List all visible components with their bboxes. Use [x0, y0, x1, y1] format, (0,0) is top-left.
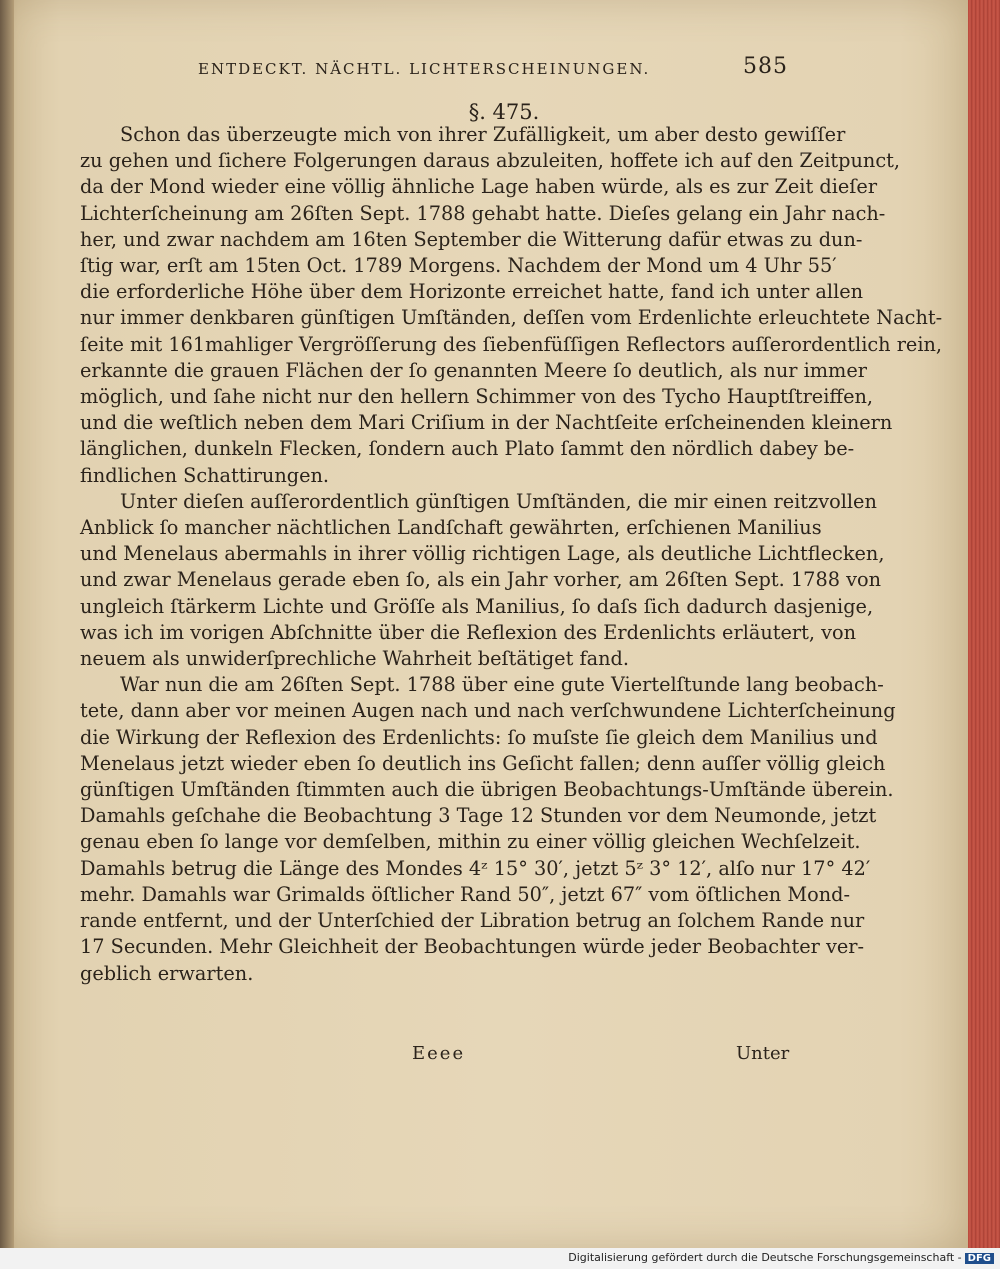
text-line: geblich erwarten.: [80, 961, 254, 985]
text-line: Damahls betrug die Länge des Mondes 4ᶻ 15° 30′, jetzt 5ᶻ 3° 12′, alſo nur 17° 42′: [80, 856, 871, 880]
text-line: was ich im vorigen Abſchnitte über die Reflexion des Erdenlichts erläutert, von: [80, 620, 857, 644]
text-line: 17 Secunden. Mehr Gleichheit der Beobachtungen würde jeder Beobachter ver-: [80, 935, 865, 959]
dfg-logo: DFG: [965, 1253, 994, 1264]
text-line: Damahls geſchahe die Beobachtung 3 Tage 12 Stunden vor dem Neumonde, jetzt: [80, 804, 877, 828]
text-line: und Menelaus abermahls in ihrer völlig richtigen Lage, als deutliche Lichtflecken,: [80, 542, 885, 566]
text-line: und die weſtlich neben dem Mari Criſium in der Nachtſeite erſcheinenden kleinern: [80, 411, 893, 435]
text-line: Menelaus jetzt wieder eben ſo deutlich ins Geſicht fallen; denn auſſer völlig gleich: [80, 751, 886, 775]
text-line: genau eben ſo lange vor demſelben, mithin zu einer völlig gleichen Wechſelzeit.: [80, 830, 861, 854]
text-line: her, und zwar nachdem am 16ten September die Witterung dafür etwas zu dun-: [80, 227, 863, 251]
body-text: [80, 122, 943, 987]
text-line: erkannte die grauen Flächen der ſo genannten Meere ſo deutlich, als nur immer: [80, 358, 867, 382]
text-line: Unter dieſen auſſerordentlich günſtigen Umſtänden, die mir einen reitzvollen: [120, 489, 877, 513]
catchword: Unter: [736, 1043, 790, 1064]
text-line: die erforderliche Höhe über dem Horizonte erreichet hatte, fand ich unter allen: [80, 280, 864, 304]
text-line: nur immer denkbaren günſtigen Umſtänden, deſſen vom Erdenlichte erleuchtete Nacht-: [80, 306, 943, 330]
text-line: tete, dann aber vor meinen Augen nach und nach verſchwundene Lichterſcheinung: [80, 699, 896, 723]
digitization-credit: [568, 1251, 994, 1264]
text-line: da der Mond wieder eine völlig ähnliche Lage haben würde, als es zur Zeit dieſer: [80, 175, 878, 199]
running-title: ENTDECKT. NÄCHTL. LICHTERSCHEINUNGEN.: [198, 60, 651, 78]
text-line: und zwar Menelaus gerade eben ſo, als ein Jahr vorher, am 26ſten Sept. 1788 von: [80, 568, 882, 592]
text-line: möglich, und ſahe nicht nur den hellern Schimmer von des Tycho Hauptſtreiffen,: [80, 385, 874, 409]
text-line: die Wirkung der Reflexion des Erdenlichts: ſo muſste ſie gleich dem Manilius und: [80, 725, 878, 749]
text-line: zu gehen und ſichere Folgerungen daraus abzuleiten, hoffete ich auf den Zeitpunct,: [80, 149, 901, 173]
text-line: Schon das überzeugte mich von ihrer Zufälligkeit, um aber desto gewiſſer: [120, 123, 846, 146]
text-line: günſtigen Umſtänden ſtimmten auch die übrigen Beobachtungs-Umſtände überein.: [80, 778, 894, 802]
text-line: länglichen, dunkeln Flecken, ſondern auch Plato ſammt den nördlich dabey be-: [80, 437, 855, 461]
credit-text: Digitalisierung gefördert durch die Deutsche Forschungsgemeinschaft -: [568, 1251, 962, 1264]
page-edge: [968, 0, 1000, 1248]
text-line: findlichen Schattirungen.: [80, 463, 330, 487]
page-number: 585: [743, 54, 788, 79]
text-line: ungleich ſtärkerm Lichte und Gröſſe als Manilius, ſo daſs ſich dadurch dasjenige,: [80, 594, 874, 618]
text-line: mehr. Damahls war Grimalds öſtlicher Rand 50″, jetzt 67″ vom öſtlichen Mond-: [80, 882, 850, 906]
text-line: neuem als unwiderſprechliche Wahrheit beſtätiget fand.: [80, 647, 629, 671]
text-line: War nun die am 26ſten Sept. 1788 über eine gute Viertelſtunde lang beobach-: [120, 673, 884, 697]
section-number: §. 475.: [468, 100, 540, 124]
text-line: Anblick ſo mancher nächtlichen Landſchaft gewährten, erſchienen Manilius: [80, 516, 822, 540]
text-line: ſeite mit 161mahliger Vergröſſerung des ſiebenfüſſigen Reflectors auſſerordentlich rein,: [80, 332, 943, 356]
text-line: Lichterſcheinung am 26ſten Sept. 1788 gehabt hatte. Dieſes gelang ein Jahr nach-: [80, 201, 886, 225]
signature-mark: Eeee: [412, 1043, 466, 1064]
text-line: ſtig war, erſt am 15ten Oct. 1789 Morgens. Nachdem der Mond um 4 Uhr 55′: [80, 254, 837, 278]
text-line: rande entfernt, und der Unterſchied der Libration betrug an ſolchem Rande nur: [80, 909, 865, 933]
gutter: [0, 0, 14, 1248]
